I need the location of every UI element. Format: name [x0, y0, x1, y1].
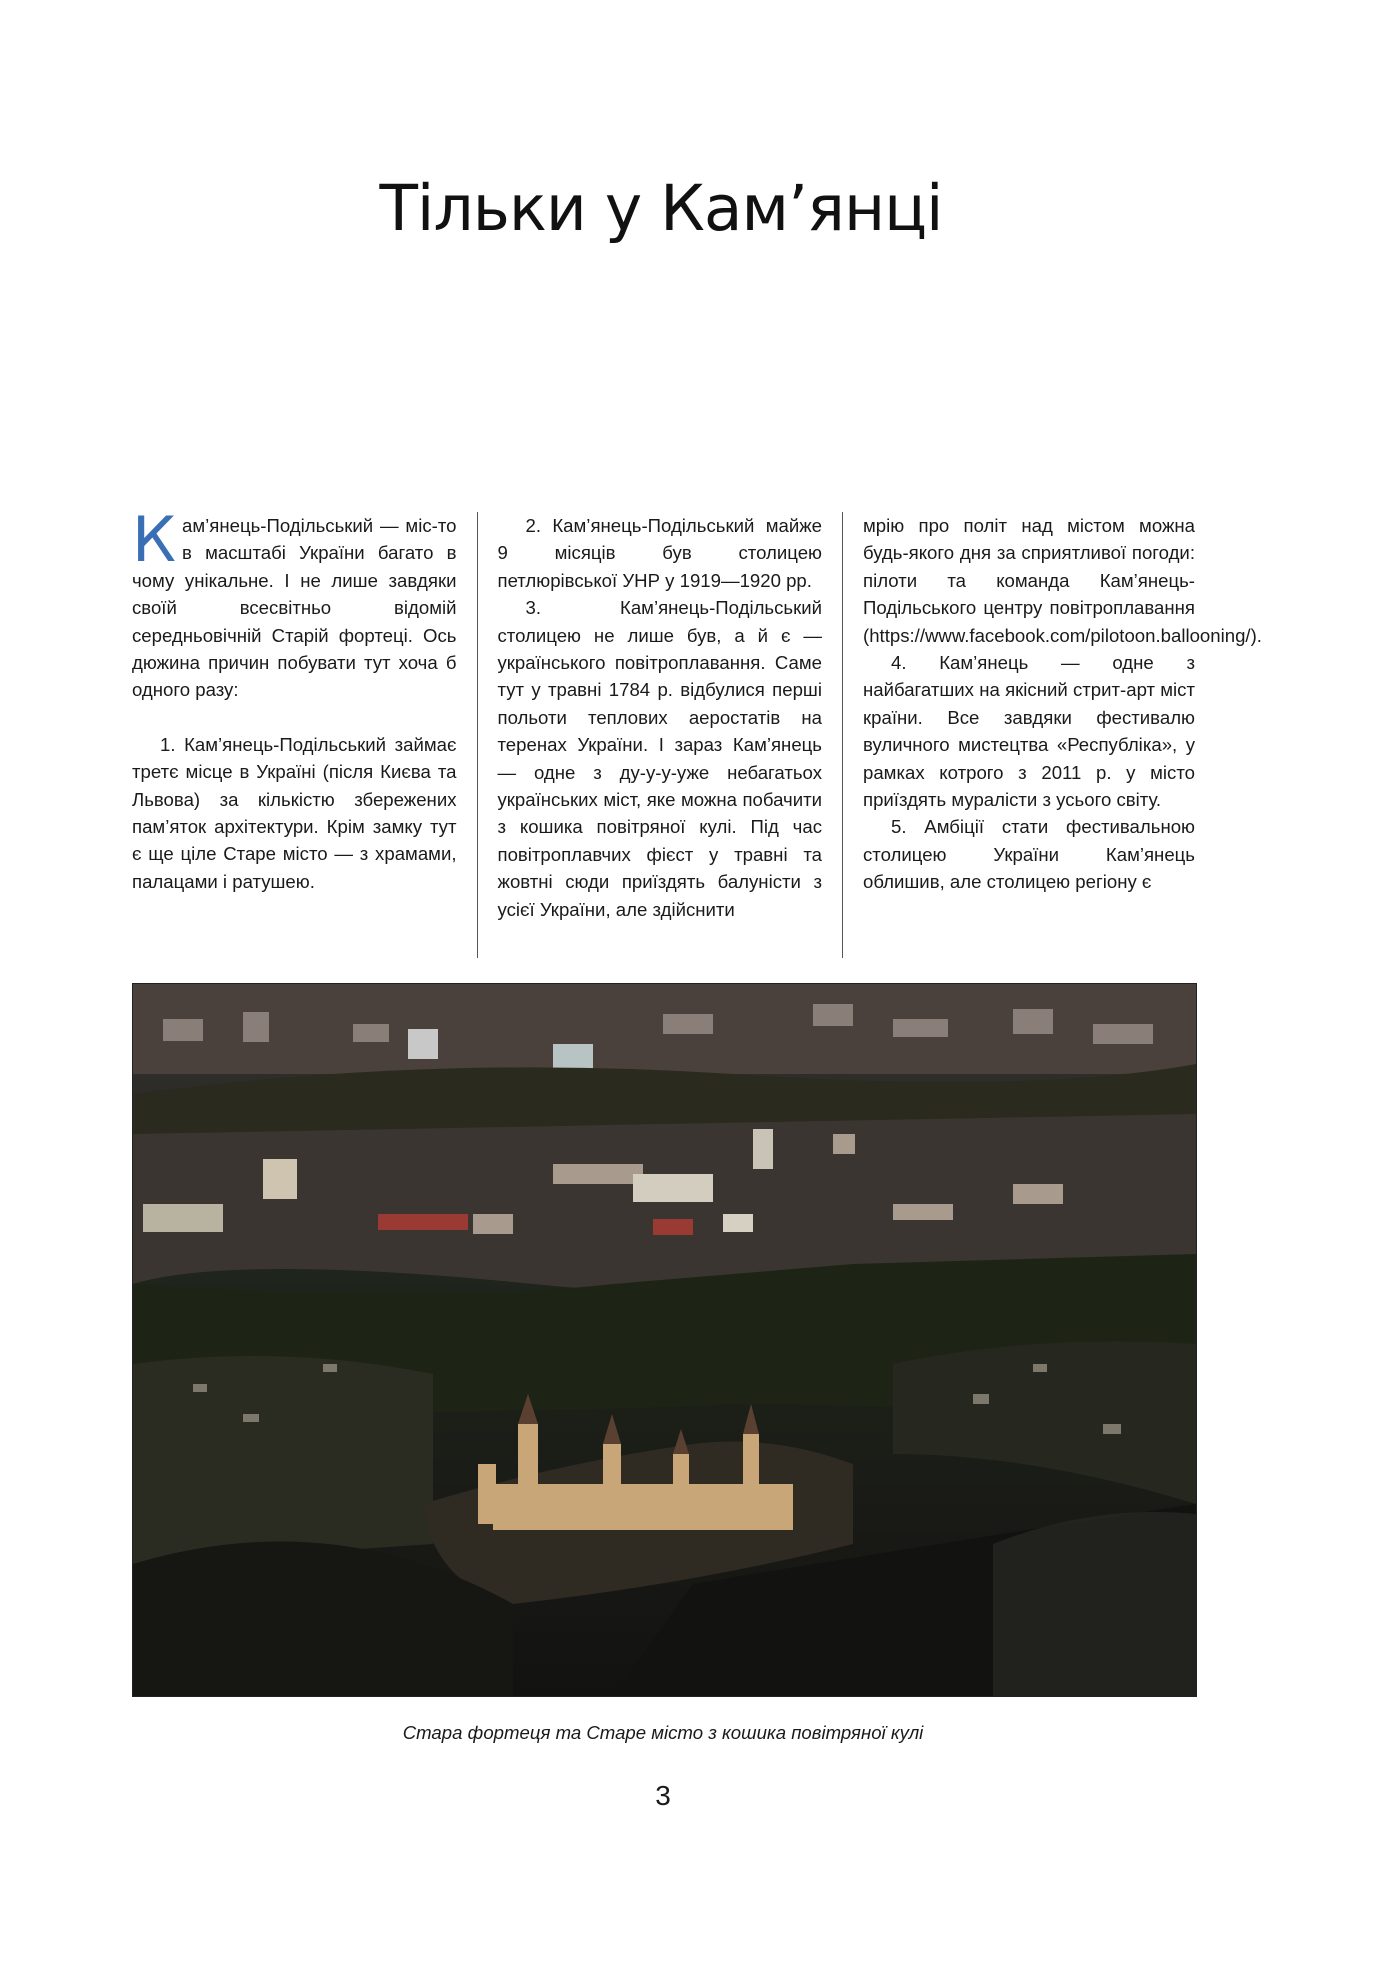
drop-cap: К	[132, 503, 177, 576]
column-3	[842, 512, 1262, 958]
column-2	[477, 512, 843, 958]
intro-paragraph	[132, 503, 457, 704]
aerial-photo-fortress	[132, 983, 1197, 1697]
intro-text: ам’янець-Подільський — міс-то в масштабі України багато в чому унікальне. І не лише завдяки своїй всесвітньо відомій середньовічній Старій фортеці. Ось дюжина причин побувати тут хоча б одного разу:	[132, 515, 457, 701]
reason-3-paragraph: 3. Кам’янець-Подільський столицею не лише був, а й є — українського повітроплавання. Саме тут у травні 1784 р. відбулися перші польоти теплових аеростатів на теренах України. І зараз Кам’янець — одне з ду-у-у-уже небагатьох українських міст, яке можна побачити з кошика повітряної кулі. Під час повітроплавчих фієст у травні та жовтні сюди приїздять балуністи з усієї України, але здійснити	[497, 597, 822, 920]
aerial-photo-illustration	[133, 984, 1196, 1696]
text-columns	[132, 503, 1262, 958]
reason-4-paragraph: 4. Кам’янець — одне з найбагатших на якісний стрит-арт міст країни. Все завдяки фестивалю вуличного мистецтва «Республіка», у рамках котрого з 2011 р. у місто приїздять муралісти з усього світу.	[863, 652, 1195, 811]
page-title: Тільки у Кам’янці	[379, 172, 943, 245]
reason-3-continued: мрію про політ над містом можна будь-якого дня за сприятливої погоди: пілоти та команда Кам’янець-Подільського центру повітроплавання (https://www.facebook.com/pilotoon.ballooning/).	[863, 515, 1262, 646]
photo-caption: Стара фортеця та Старе місто з кошика повітряної кулі	[402, 1722, 924, 1743]
reason-1-paragraph: 1. Кам’янець-Подільський займає третє місце в Україні (після Києва та Львова) за кількістю збережених пам’яток архітектури. Крім замку тут є ще ціле Старе місто — з храмами, палацами і ратушею.	[132, 733, 457, 892]
column-1	[132, 503, 477, 958]
reason-5-paragraph: 5. Амбіції стати фестивальною столицею України Кам’янець облишив, але столицею регіону є	[863, 816, 1195, 893]
reason-2-paragraph: 2. Кам’янець-Подільський майже 9 місяців був столицею петлюрівської УНР у 1919—1920 рр.	[497, 515, 822, 591]
page-number: 3	[655, 1780, 671, 1811]
